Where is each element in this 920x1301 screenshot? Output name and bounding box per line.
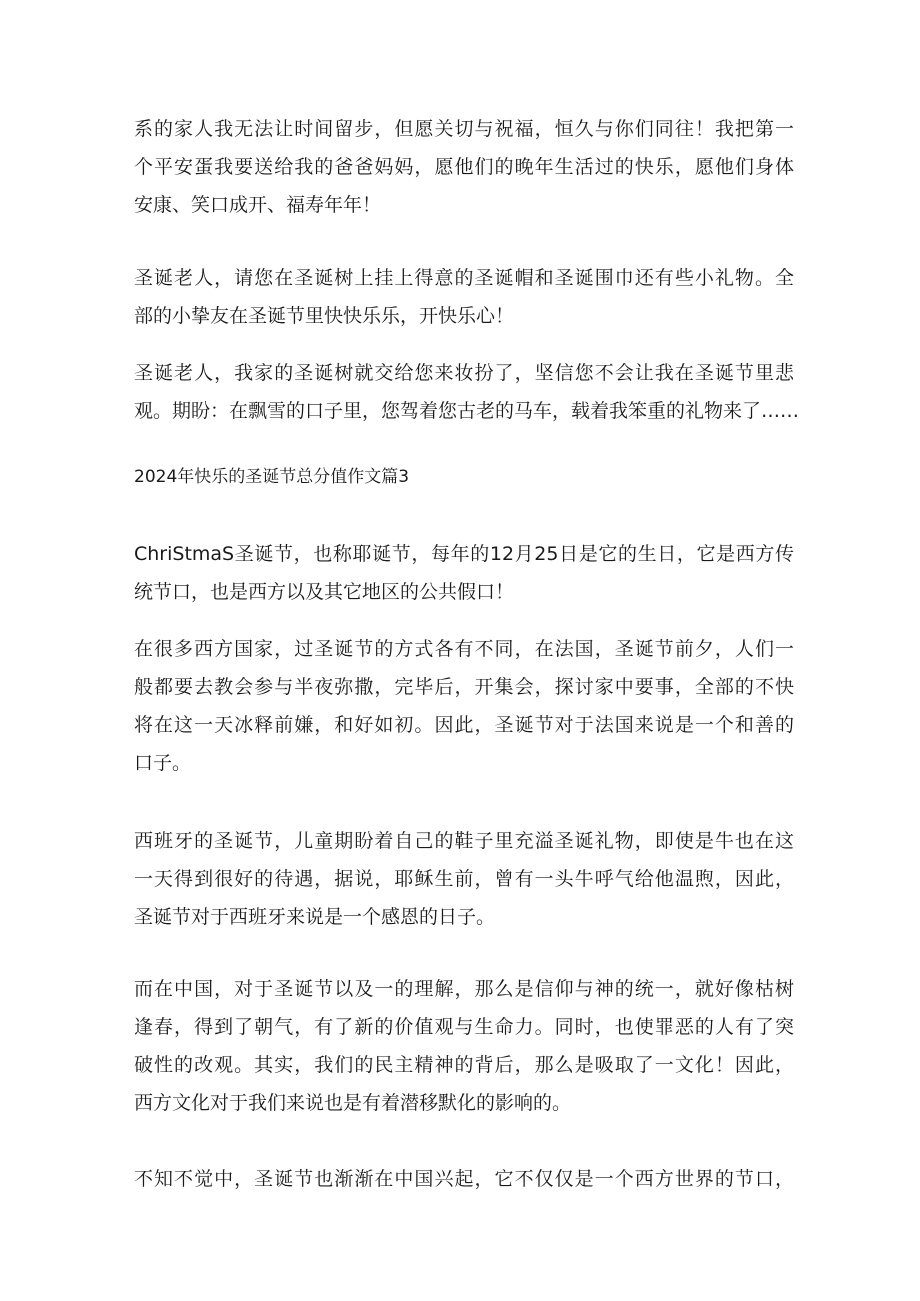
text-line: 个平安蛋我要送给我的爸爸妈妈，愿他们的晚年生活过的快乐，愿他们身体 — [134, 156, 794, 178]
text-line: 西班牙的圣诞节，儿童期盼着自己的鞋子里充溢圣诞礼物，即使是牛也在这 — [134, 830, 794, 852]
text-line: 统节口，也是西方以及其它地区的公共假口！ — [134, 581, 515, 603]
text-line: 破性的改观。其实，我们的民主精神的背后，那么是吸取了一文化！因此， — [134, 1054, 794, 1076]
text-line: 部的小挚友在圣诞节里快快乐乐，开快乐心！ — [134, 305, 515, 327]
text-line: 西方文化对于我们来说也是有着潜移默化的影响的。 — [134, 1092, 572, 1114]
text-line: 圣诞老人，我家的圣诞树就交给您来妆扮了，坚信您不会让我在圣诞节里悲 — [134, 362, 794, 384]
paragraph-spain — [134, 822, 794, 936]
paragraph-rise-in-china — [134, 1160, 794, 1198]
text-line: 而在中国，对于圣诞节以及一的理解，那么是信仰与神的统一，就好像枯树 — [134, 978, 794, 1000]
paragraph-france — [134, 630, 794, 782]
text-line: 将在这一天冰释前嫌，和好如初。因此，圣诞节对于法国来说是一个和善的 — [134, 714, 794, 736]
paragraph-santa-gifts — [134, 259, 794, 335]
paragraph-santa-tree — [134, 354, 800, 430]
text-line: 系的家人我无法让时间留步，但愿关切与祝福，恒久与你们同往！我把第一 — [134, 118, 794, 140]
section-heading: 2024年快乐的圣诞节总分值作文篇3 — [134, 467, 410, 487]
text-line: 圣诞节对于西班牙来说是一个感恩的日子。 — [134, 906, 496, 928]
text-line: 在很多西方国家，过圣诞节的方式各有不同，在法国，圣诞节前夕，人们一 — [134, 638, 794, 660]
text-line: 安康、笑口成开、福寿年年！ — [134, 194, 382, 216]
text-line: 观。期盼：在飘雪的口子里，您驾着您古老的马车，载着我笨重的礼物来了…… — [134, 400, 800, 422]
text-line: 口子。 — [134, 752, 192, 774]
text-line: 般都要去教会参与半夜弥撒，完毕后，开集会，探讨家中要事，全部的不快 — [134, 676, 794, 698]
paragraph-china — [134, 970, 794, 1122]
text-line: 不知不觉中，圣诞节也渐渐在中国兴起，它不仅仅是一个西方世界的节口， — [134, 1168, 794, 1190]
paragraph-family-wishes — [134, 110, 794, 224]
paragraph-christmas-intro — [134, 535, 794, 611]
text-line: ChriStmaS圣诞节，也称耶诞节，每年的12月25日是它的生日，它是西方传 — [134, 543, 794, 565]
text-line: 圣诞老人，请您在圣诞树上挂上得意的圣诞帽和圣诞围巾还有些小礼物。全 — [134, 267, 794, 289]
text-line: 一天得到很好的待遇，据说，耶稣生前，曾有一头牛呼气给他温煦，因此， — [134, 868, 794, 890]
text-line: 逢春，得到了朝气，有了新的价值观与生命力。同时，也使罪恶的人有了突 — [134, 1016, 794, 1038]
